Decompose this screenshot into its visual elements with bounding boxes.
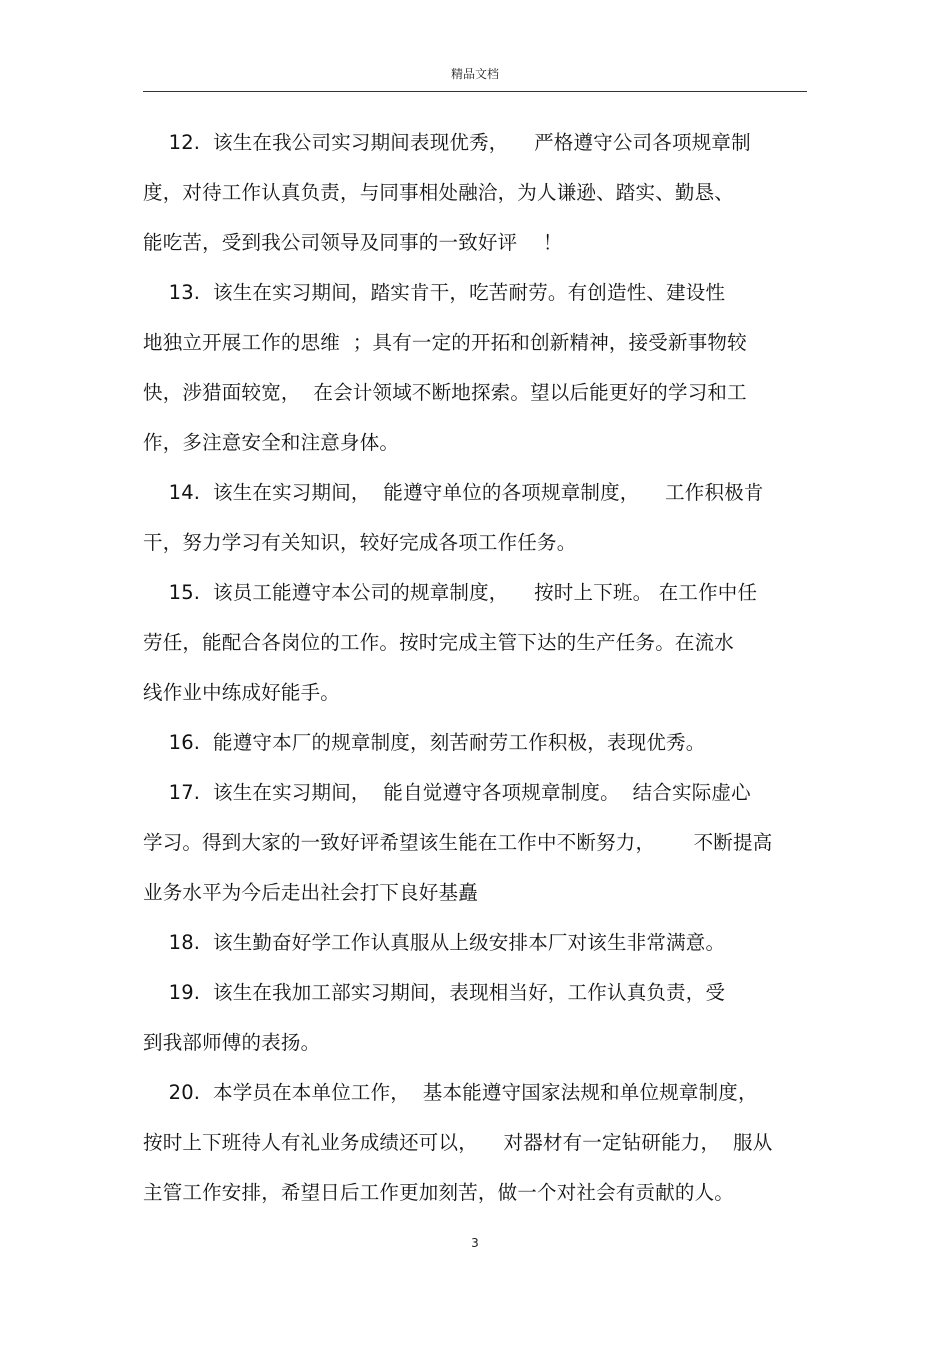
text-line: 12. 该生在我公司实习期间表现优秀， 严格遵守公司各项规章制 [143,131,751,154]
page-number: 3 [471,1236,479,1250]
text-line: 主管工作安排，希望日后工作更加刻苦，做一个对社会有贡献的人。 [143,1181,735,1204]
text-line: 线作业中练成好能手。 [143,681,341,704]
text-line: 14. 该生在实习期间， 能遵守单位的各项规章制度， 工作积极肯 [143,481,764,504]
text-line: 到我部师傅的表扬。 [143,1031,321,1054]
text-line: 13. 该生在实习期间，踏实肯干，吃苦耐劳。有创造性、建设性 [143,281,726,304]
text-line: 业务水平为今后走出社会打下良好基矗 [143,881,478,904]
text-line: 快，涉猎面较宽， 在会计领域不断地探索。望以后能更好的学习和工 [143,381,747,404]
text-line: 19. 该生在我加工部实习期间，表现相当好，工作认真负责，受 [143,981,726,1004]
text-line: 15. 该员工能遵守本公司的规章制度， 按时上下班。 在工作中任 [143,581,758,604]
body-text [143,118,807,1218]
text-line: 16. 能遵守本厂的规章制度，刻苦耐劳工作积极，表现优秀。 [143,731,706,754]
text-line: 劳任，能配合各岗位的工作。按时完成主管下达的生产任务。在流水 [143,631,735,654]
header-divider [143,91,807,92]
page-header-title: 精品文档 [450,67,499,81]
text-line: 干，努力学习有关知识，较好完成各项工作任务。 [143,531,577,554]
text-line: 18. 该生勤奋好学工作认真服从上级安排本厂对该生非常满意。 [143,931,726,954]
text-line: 17. 该生在实习期间， 能自觉遵守各项规章制度。 结合实际虚心 [143,781,751,804]
text-line: 能吃苦，受到我公司领导及同事的一致好评 ！ [143,231,563,254]
text-line: 地独立开展工作的思维 ；具有一定的开拓和创新精神，接受新事物较 [143,331,747,354]
text-line: 20. 本学员在本单位工作， 基本能遵守国家法规和单位规章制度， [143,1081,758,1104]
text-line: 作，多注意安全和注意身体。 [143,431,400,454]
text-line: 度，对待工作认真负责，与同事相处融洽，为人谦逊、踏实、勤恳、 [143,181,735,204]
text-line: 学习。得到大家的一致好评希望该生能在工作中不断努力， 不断提高 [143,831,773,854]
text-line: 按时上下班待人有礼业务成绩还可以， 对器材有一定钻研能力， 服从 [143,1131,773,1154]
